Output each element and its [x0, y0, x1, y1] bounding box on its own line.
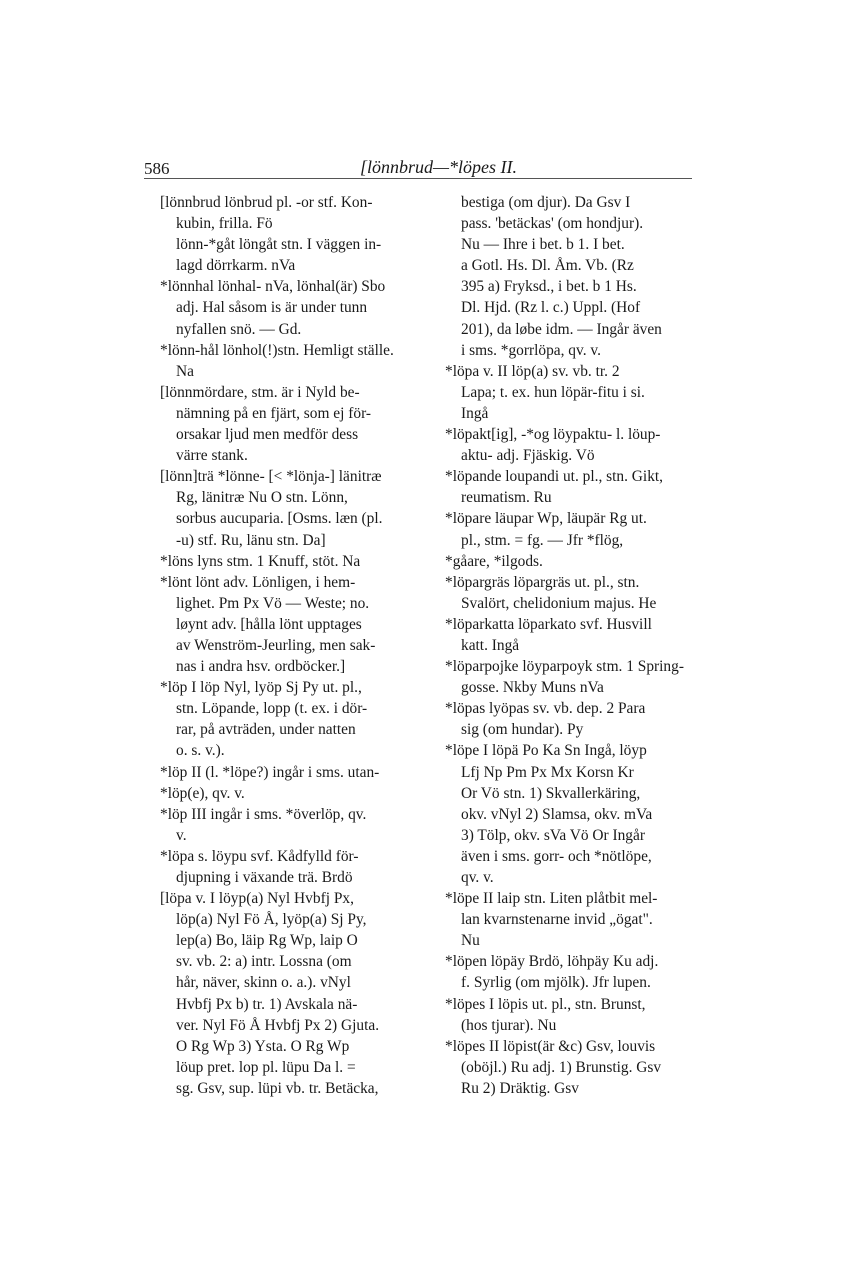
text-line: (hos tjurar). Nu — [461, 1016, 557, 1034]
text-line: *löp I löp Nyl, lyöp Sj Py ut. pl., — [160, 679, 362, 697]
text-line: *löpargräs löpargräs ut. pl., stn. — [445, 573, 640, 591]
text-line: *lönt lönt adv. Lönligen, i hem- — [160, 573, 356, 591]
text-line: *löparpojke löyparpoyk stm. 1 Spring- — [445, 658, 684, 676]
text-line: Na — [176, 362, 194, 380]
text-line: rar, på avträden, under natten — [176, 721, 356, 739]
text-line: sg. Gsv, sup. lüpi vb. tr. Betäcka, — [176, 1079, 379, 1097]
text-line: löp(a) Nyl Fö Å, lyöp(a) Sj Py, — [176, 911, 367, 929]
text-line: *löpes I löpis ut. pl., stn. Brunst, — [445, 995, 646, 1013]
text-line: sorbus aucuparia. [Osms. læn (pl. — [176, 510, 383, 528]
text-line: Nu — Ihre i bet. b 1. I bet. — [461, 236, 625, 254]
text-line: *löpa s. löypu svf. Kådfylld för- — [160, 847, 359, 865]
text-line: även i sms. gorr- och *nötlöpe, — [461, 847, 652, 865]
text-line: *löpande loupandi ut. pl., stn. Gikt, — [445, 468, 664, 486]
text-line: (oböjl.) Ru adj. 1) Brunstig. Gsv — [461, 1058, 662, 1076]
text-line: *löpe I löpä Po Ka Sn Ingå, löyp — [445, 742, 647, 760]
text-line: [lönnbrud lönbrud pl. -or stf. Kon- — [160, 194, 373, 211]
right-column — [445, 192, 720, 1099]
text-line: lan kvarnstenarne invid „ögat". — [461, 911, 653, 929]
text-line: O Rg Wp 3) Ysta. O Rg Wp — [176, 1037, 350, 1055]
text-line: av Wenström-Jeurling, men sak- — [176, 636, 376, 654]
text-line: [löpa v. I löyp(a) Nyl Hvbfj Px, — [160, 890, 354, 908]
text-line: lönn-*gåt löngåt stn. I väggen in- — [176, 236, 382, 254]
text-line: sv. vb. 2: a) intr. Lossna (om — [176, 953, 352, 971]
text-line: 201), da løbe idm. — Ingår även — [461, 320, 662, 338]
text-line: *löpe II laip stn. Liten plåtbit mel- — [445, 890, 658, 908]
left-column — [160, 192, 435, 1099]
text-line: Dl. Hjd. (Rz l. c.) Uppl. (Hof — [461, 299, 641, 317]
text-line: hår, näver, skinn o. a.). vNyl — [176, 974, 351, 992]
text-line: okv. vNyl 2) Slamsa, okv. mVa — [461, 805, 653, 823]
text-line: o. s. v.). — [176, 742, 225, 760]
text-line: *lönn-hål lönhol(!)stn. Hemligt ställe. — [160, 341, 394, 359]
text-line: *löns lyns stm. 1 Knuff, stöt. Na — [160, 552, 361, 570]
text-line: aktu- adj. Fjäskig. Vö — [461, 447, 595, 465]
text-line: *löpen löpäy Brdö, löhpäy Ku adj. — [445, 953, 659, 971]
text-line: løynt adv. [hålla lönt upptages — [176, 615, 362, 633]
text-line: Or Vö stn. 1) Skvallerkäring, — [461, 784, 641, 802]
running-head: [lönnbrud—*löpes II. — [360, 157, 517, 177]
text-line: a Gotl. Hs. Dl. Åm. Vb. (Rz — [461, 257, 634, 275]
text-line: lighet. Pm Px Vö — Weste; no. — [176, 594, 370, 612]
text-line: *löp II (l. *löpe?) ingår i sms. utan- — [160, 763, 380, 781]
text-line: pass. 'betäckas' (om hondjur). — [461, 215, 644, 233]
text-line: *löp(e), qv. v. — [160, 784, 245, 802]
text-line: Lapa; t. ex. hun löpär-fitu i si. — [461, 383, 645, 401]
text-line: v. — [176, 826, 187, 844]
text-line: lep(a) Bo, läip Rg Wp, laip O — [176, 932, 358, 950]
text-line: löup pret. lop pl. lüpu Da l. = — [176, 1058, 356, 1076]
page-number: 586 — [144, 159, 170, 178]
text-line: ver. Nyl Fö Å Hvbfj Px 2) Gjuta. — [176, 1016, 380, 1034]
text-line: Svalört, chelidonium majus. He — [461, 594, 657, 612]
text-line: nyfallen snö. — Gd. — [176, 320, 302, 338]
text-line: qv. v. — [461, 869, 494, 886]
text-line: *löparkatta löparkato svf. Husvill — [445, 615, 652, 633]
text-line: sig (om hundar). Py — [461, 721, 584, 739]
text-line: Ingå — [461, 404, 489, 422]
text-line: Nu — [461, 932, 480, 950]
text-line: värre stank. — [176, 447, 248, 465]
text-line: f. Syrlig (om mjölk). Jfr lupen. — [461, 974, 651, 992]
text-line: gosse. Nkby Muns nVa — [461, 679, 604, 697]
text-line: Hvbfj Px b) tr. 1) Avskala nä- — [176, 995, 358, 1013]
text-line: Lfj Np Pm Px Mx Korsn Kr — [461, 763, 634, 781]
text-line: -u) stf. Ru, länu stn. Da] — [176, 531, 326, 549]
text-line: *gåare, *ilgods. — [445, 552, 543, 570]
text-line: kubin, frilla. Fö — [176, 215, 273, 233]
text-line: *löpes II löpist(är &c) Gsv, louvis — [445, 1037, 656, 1055]
text-line: lagd dörrkarm. nVa — [176, 257, 296, 275]
text-line: *löpas lyöpas sv. vb. dep. 2 Para — [445, 700, 646, 718]
text-line: Rg, länitræ Nu O stn. Lönn, — [176, 489, 348, 507]
text-line: *lönnhal lönhal- nVa, lönhal(är) Sbo — [160, 278, 386, 296]
text-line: *löpare läupar Wp, läupär Rg ut. — [445, 510, 647, 528]
text-line: *löpakt[ig], -*og löypaktu- l. löup- — [445, 426, 661, 444]
text-line: orsakar ljud men medför dess — [176, 426, 359, 444]
text-line: katt. Ingå — [461, 636, 520, 654]
text-line: 395 a) Fryksd., i bet. b 1 Hs. — [461, 278, 637, 296]
text-line: Ru 2) Dräktig. Gsv — [461, 1079, 579, 1097]
text-line: i sms. *gorrlöpa, qv. v. — [461, 341, 601, 359]
text-line: *löp III ingår i sms. *överlöp, qv. — [160, 805, 367, 823]
text-line: nämning på en fjärt, som ej för- — [176, 404, 372, 422]
text-line: bestiga (om djur). Da Gsv I — [461, 194, 631, 211]
text-line: [lönnmördare, stm. är i Nyld be- — [160, 383, 360, 401]
text-line: djupning i växande trä. Brdö — [176, 869, 353, 886]
text-line: stn. Löpande, lopp (t. ex. i dör- — [176, 700, 368, 718]
header-rule — [144, 178, 692, 179]
text-line: reumatism. Ru — [461, 489, 552, 507]
text-line: adj. Hal såsom is är under tunn — [176, 299, 368, 317]
text-line: 3) Tölp, okv. sVa Vö Or Ingår — [461, 826, 645, 844]
text-line: pl., stm. = fg. — Jfr *flög, — [461, 531, 624, 549]
text-line: [lönn]trä *lönne- [< *lönja-] länitræ — [160, 468, 382, 486]
text-line: *löpa v. II löp(a) sv. vb. tr. 2 — [445, 362, 620, 380]
text-line: nas i andra hsv. ordböcker.] — [176, 658, 346, 676]
